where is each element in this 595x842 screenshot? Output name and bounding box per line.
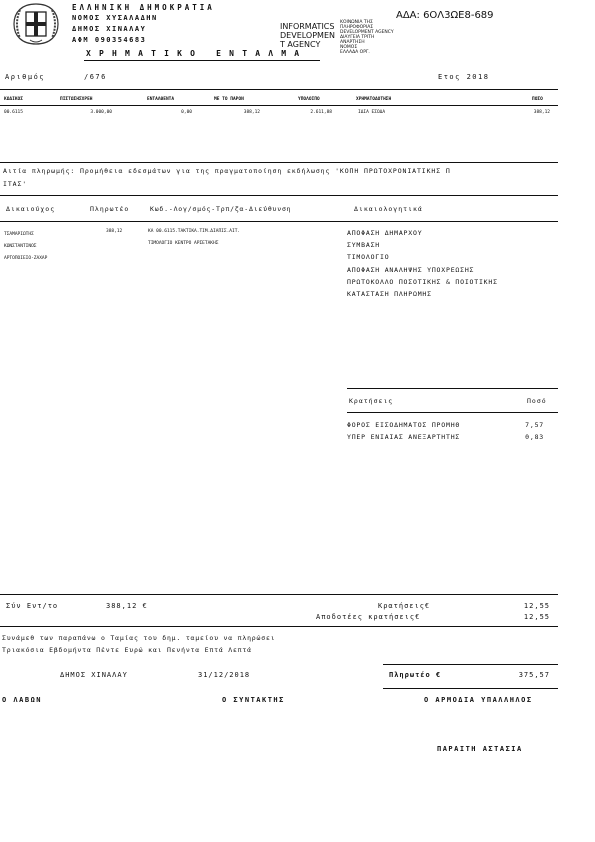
deductions-total-label: Κρατήσεις€ <box>378 602 431 610</box>
col-header-funding: ΧΡΗΜΑΤΟΔΟΤΗΣΗ <box>356 97 392 102</box>
payable-header: Πληρωτέο <box>90 205 130 213</box>
cell-code: 00.6115 <box>4 110 23 115</box>
deductions-header-line <box>347 412 558 413</box>
payable-box-bottom <box>383 688 558 689</box>
beneficiary-header: Δικαιούχος <box>6 205 56 213</box>
divider-beneficiary <box>0 221 558 222</box>
org-municipality: ΔΗΜΟΣ ΧΙΝΑΛΑΥ <box>72 25 147 33</box>
col-header-code: ΚΩΔΙΚΟΣ <box>4 97 23 102</box>
document-item: ΠΡΩΤΟΚΟΛΛΟ ΠΟΣΟΤΙΚΗΣ & ΠΟΙΟΤΙΚΗΣ <box>347 277 498 286</box>
beneficiary-name: ΤΣΑΜΑΡΙΩΤΗΣ ΚΩΝΣΤΑΝΤΙΝΟΣ ΑΡΤΟΠΟΙΕΙΟ-ΖΑΧΑΡ <box>4 232 48 261</box>
divider-reason-top <box>0 162 558 163</box>
divider-totals-top <box>0 594 558 595</box>
sum-value: 388,12 € <box>106 602 148 610</box>
account-header: Κωδ.-Λογ/σμός-Τρπ/ζα-Διεύθυνση <box>150 205 292 213</box>
payable-label: Πληρωτέο € <box>389 671 442 679</box>
deductions-top-line <box>347 388 558 389</box>
signer-place: ΔΗΜΟΣ ΧΙΝΑΛΑΥ <box>60 671 128 679</box>
cell-amount: 388,12 <box>533 110 550 115</box>
ida-logo-line3: T AGENCY <box>280 40 321 49</box>
document-item: ΤΙΜΟΛΟΓΙΟ <box>347 253 390 262</box>
payable-value: 375,57 <box>518 671 550 679</box>
documents-list <box>347 227 498 300</box>
sum-label: Σύν Εντ/το <box>6 602 59 610</box>
beneficiary-account-l2: ΤΙΜΟΛΟΓΙΟ ΚΕΝΤΡΟ ΑΡΣΕΤΑΚΗΣ <box>148 241 219 246</box>
divider-top <box>0 89 558 90</box>
cell-remaining: 2.611,88 <box>310 110 332 115</box>
divider-header <box>0 105 558 106</box>
document-item: ΚΑΤΑΣΤΑΣΗ ΠΛΗΡΩΜΗΣ <box>347 290 432 299</box>
number-value: /676 <box>84 73 107 81</box>
documents-header: Δικαιολογητικά <box>354 205 423 213</box>
issue-date: 31/12/2018 <box>198 671 251 679</box>
col-header-credit: ΠΙΣΤΩΣΗΣΧΡΕΗ <box>60 97 93 102</box>
ada-number: ΑΔΑ: 6ΟΛ3ΩΕ8-689 <box>396 10 494 21</box>
ida-fine-print: ΚΟΙΝΩΝΙΑ ΤΗΣ ΠΛΗΡΟΦΟΡΙΑΣ DEVELOPMENT AGENCY ΔΙΑΥΓΕΙΑ ΤΡΙΤΗ ΑΝΑΡΤΗΣΗ ΝΟΜΟΣ ΕΛΛΑΔΑ ΟΡΓ. <box>340 20 394 55</box>
org-afm: ΑΦΜ 090354683 <box>72 36 147 44</box>
year-label: Ετος 2018 <box>438 73 490 81</box>
deductions-amount-header: Ποσό <box>527 397 547 405</box>
number-label: Αριθμός <box>5 73 46 81</box>
ida-logo-line1: INFORMATICS <box>280 22 335 31</box>
payment-reason-line1: Αιτία πληρωμής: Προμήθεια εδεσμάτων για της πραγματοποίηση εκδήλωσης 'ΚΟΠΗ ΠΡΩΤΟΧΡΟΝΙΑΤΙΚΗΣ Π <box>3 167 451 175</box>
greek-emblem-icon <box>8 2 64 46</box>
cell-issued: 0,00 <box>181 110 192 115</box>
document-item: ΣΥΜΒΑΣΗ <box>347 241 380 250</box>
deductions-total-value: 12,55 <box>523 602 550 610</box>
col-header-remaining: ΥΠΟΛΟΙΠΟ <box>298 97 320 102</box>
payable-deductions-label: Αποδοτέες κρατήσεις€ <box>316 613 421 621</box>
amount-in-words: Τριακόσια Εβδομήντα Πέντε Ευρώ και Πενήντα Επτά Λεπτά <box>2 646 252 654</box>
org-prefecture: ΝΟΜΟΣ ΧΥΣΑΛΑΔΗΝ <box>72 14 158 22</box>
col-header-amount: ΠΟΣΟ <box>532 97 543 102</box>
cashier-instruction: Συνάμεθ των παραπάνω ο Ταμίας του δημ. ταμείου να πληρώσει <box>2 634 276 642</box>
cell-credit: 3.000,00 <box>90 110 112 115</box>
divider-totals-bottom <box>0 626 558 627</box>
cell-funding: ΙΔΙΑ ΕΣΟΔΑ <box>358 110 386 115</box>
col-header-issued: ΕΝΤΑΛΘΕΝΤΑ <box>147 97 175 102</box>
divider-reason-bottom <box>0 195 558 196</box>
beneficiary-account-l1: ΚΑ 00.6115.ΤΑΚΤΙΚΑ.ΤΙΜ.ΔΙΑΠΙΣ.ΑΙΤ. <box>148 229 241 234</box>
document-item: ΑΠΟΦΑΣΗ ΑΝΑΛΗΨΗΣ ΥΠΟΧΡΕΩΣΗΣ <box>347 265 475 274</box>
signature-author: Ο ΣΥΝΤΑΚΤΗΣ <box>222 696 285 704</box>
signature-officer: Ο ΑΡΜΟΔΙΑ ΥΠΑΛΛΗΛΟΣ <box>424 696 533 704</box>
deduction-row: ΥΠΕΡ ΕΝΙΑΙΑΣ ΑΝΕΞΑΡΤΗΤΗΣ <box>347 433 461 441</box>
ida-logo-line2: DEVELOPMEN <box>280 31 335 40</box>
resignation-stamp: ΠΑΡΑΙΤΗ ΑΣΤΑΣΙΑ <box>437 745 523 753</box>
beneficiary-payable: 388,12 <box>106 229 123 234</box>
org-name: ΕΛΛΗΝΙΚΗ ΔΗΜΟΚΡΑΤΙΑ <box>72 3 215 12</box>
payment-reason-line2: ΙΤΑΣ' <box>3 180 28 188</box>
document-item: ΑΠΟΦΑΣΗ ΔΗΜΑΡΧΟΥ <box>347 229 423 237</box>
deduction-amount: 7,57 <box>525 421 544 429</box>
document-title: ΧΡΗΜΑΤΙΚΟ ΕΝΤΑΛΜΑ <box>86 49 308 58</box>
col-header-current: ΜΕ ΤΟ ΠΑΡΟΝ <box>214 97 244 102</box>
cell-current: 388,12 <box>243 110 260 115</box>
deduction-row: ΦΟΡΟΣ ΕΙΣΟΔΗΜΑΤΟΣ ΠΡΟΜΗΘ <box>347 421 461 429</box>
payable-box-top <box>383 664 558 665</box>
deduction-amount: 0,83 <box>525 433 544 441</box>
deductions-header: Κρατήσεις <box>349 397 394 405</box>
payable-deductions-value: 12,55 <box>523 613 550 621</box>
title-underline <box>84 60 320 61</box>
signature-receiver: Ο ΛΑΒΩΝ <box>2 696 43 704</box>
